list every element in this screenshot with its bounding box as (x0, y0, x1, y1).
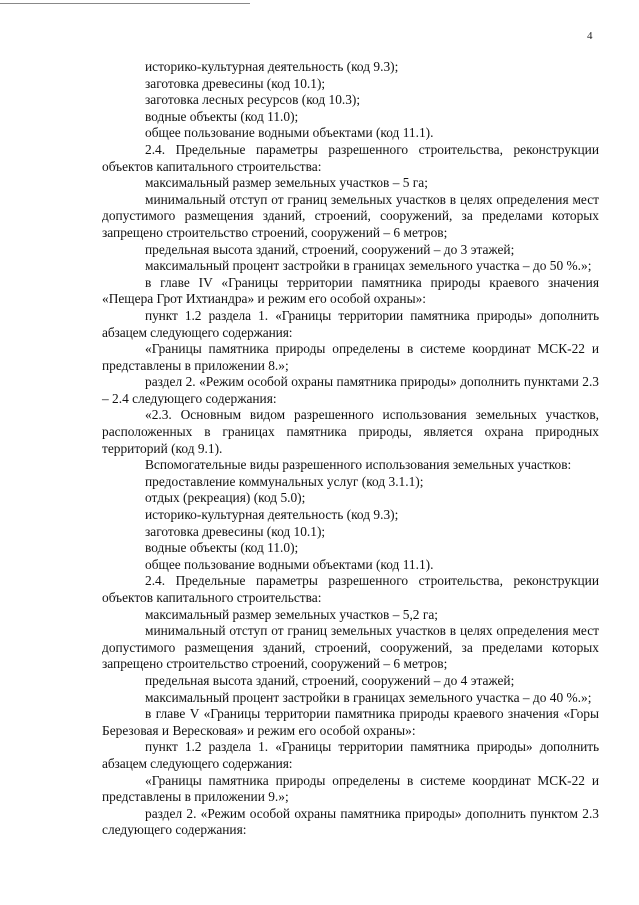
text-line: общее пользование водными объектами (код 11.1). (145, 125, 434, 141)
text-line: предельная высота зданий, строений, сооружений – до 4 этажей; (145, 672, 515, 688)
paragraph: минимальный отступ от границ земельных участков в целях определения мест допустимого размещения зданий, строений, сооружений, за пределами которых запрещено строительство строений, сооружений – 6 метров; (102, 191, 599, 240)
paragraph: в главе IV «Границы территории памятника природы краевого значения «Пещера Грот Ихтиандра» и режим его особой охраны»: (102, 274, 599, 307)
text-line: водные объекты (код 11.0); (145, 108, 299, 124)
text-line: заготовка древесины (код 10.1); (145, 523, 326, 539)
text-line: максимальный размер земельных участков – 5,2 га; (145, 606, 439, 622)
text-line: заготовка лесных ресурсов (код 10.3); (145, 92, 361, 108)
text-line: водные объекты (код 11.0); (145, 540, 299, 556)
document-body (102, 59, 599, 839)
top-rule (0, 3, 250, 4)
text-line: заготовка древесины (код 10.1); (145, 75, 326, 91)
text-line: историко-культурная деятельность (код 9.3); (145, 59, 399, 74)
paragraph: пункт 1.2 раздела 1. «Границы территории памятника природы» дополнить абзацем следующего содержания: (102, 739, 599, 771)
paragraph: максимальный процент застройки в границах земельного участка – до 40 %.»; (145, 689, 592, 705)
paragraph: раздел 2. «Режим особой охраны памятника природы» дополнить пунктом 2.3 следующего содержания: (102, 805, 599, 838)
text-line: Вспомогательные виды разрешенного использования земельных участков: (145, 457, 572, 473)
paragraph: 2.4. Предельные параметры разрешенного строительства, реконструкции объектов капитального строительства: (102, 573, 599, 605)
text-line: предоставление коммунальных услуг (код 3.1.1); (145, 473, 424, 489)
paragraph: раздел 2. «Режим особой охраны памятника природы» дополнить пунктами 2.3 – 2.4 следующего содержания: (102, 374, 599, 406)
paragraph: «Границы памятника природы определены в системе координат МСК-22 и представлены в приложении 8.»; (102, 341, 599, 373)
page-number: 4 (587, 30, 593, 42)
paragraph: 2.4. Предельные параметры разрешенного строительства, реконструкции объектов капитального строительства: (102, 141, 599, 174)
text-line: максимальный размер земельных участков – 5 га; (145, 175, 428, 191)
text-line: предельная высота зданий, строений, сооружений – до 3 этажей; (145, 241, 515, 257)
paragraph: в главе V «Границы территории памятника природы краевого значения «Горы Березовая и Вересковая» и режим его особой охраны»: (102, 706, 599, 738)
paragraph: пункт 1.2 раздела 1. «Границы территории памятника природы» дополнить абзацем следующего содержания: (102, 307, 599, 340)
text-line: общее пользование водными объектами (код 11.1). (145, 556, 434, 572)
text-line: историко-культурная деятельность (код 9.3); (145, 507, 399, 523)
text-line: отдых (рекреация) (код 5.0); (145, 490, 306, 506)
paragraph: минимальный отступ от границ земельных участков в целях определения мест допустимого размещения зданий, строений, сооружений, за пределами которых запрещено строительство строений, сооружений – 6 метров; (102, 623, 599, 672)
paragraph: «2.3. Основным видом разрешенного использования земельных участков, расположенных в границах памятника природы, является охрана природных территорий (код 9.1). (102, 407, 599, 456)
paragraph: «Границы памятника природы определены в системе координат МСК-22 и представлены в приложении 9.»; (102, 772, 599, 805)
paragraph: максимальный процент застройки в границах земельного участка – до 50 %.»; (145, 258, 592, 274)
